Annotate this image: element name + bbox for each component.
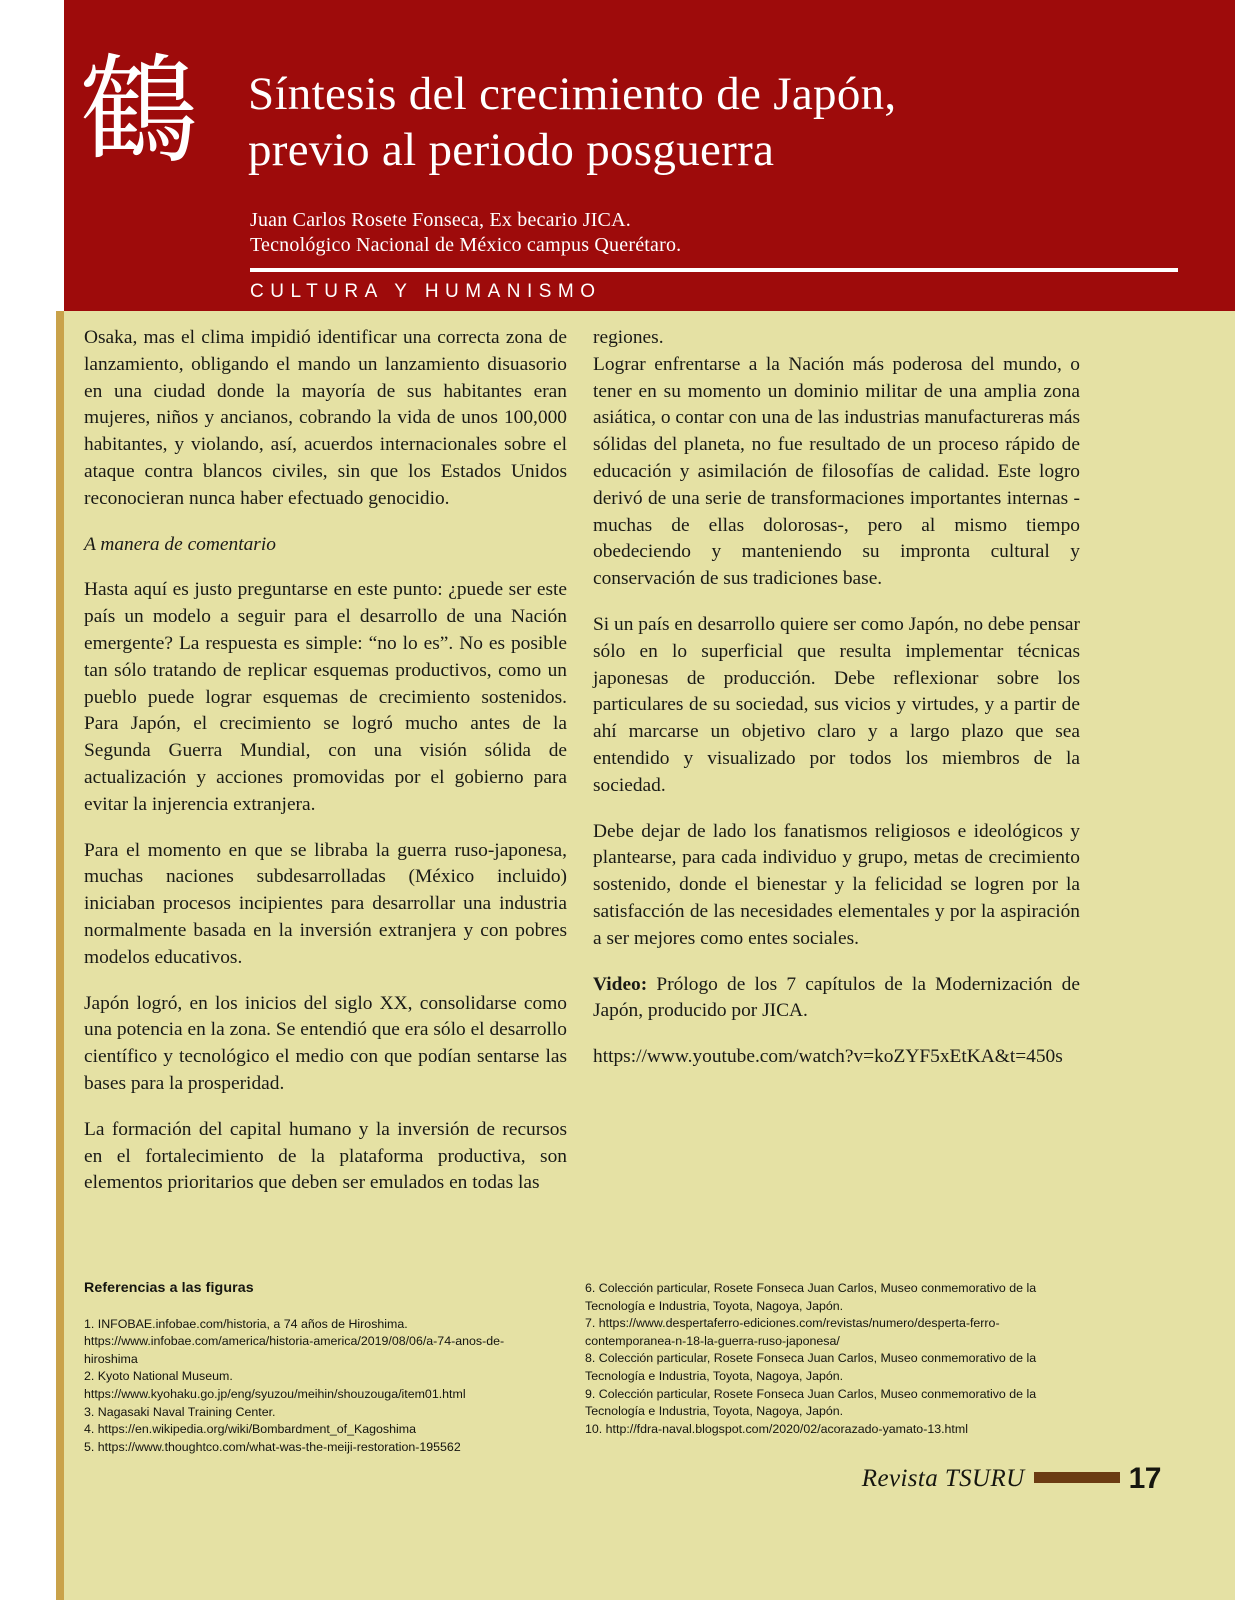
author-affiliation: Tecnológico Nacional de México campus Querétaro. — [250, 234, 682, 256]
footer-brand-group — [862, 1462, 1161, 1496]
reference-link[interactable]: 4. https://en.wikipedia.org/wiki/Bombardment_of_Kagoshima — [84, 1422, 416, 1437]
reference-link[interactable]: https://www.kyohaku.go.jp/eng/syuzou/meihin/shouzouga/item01.html — [84, 1386, 466, 1401]
paragraph: Lograr enfrentarse a la Nación más poderosa del mundo, o tener en su momento un dominio militar de una amplia zona asiática, o contar con una de las industrias manufactureras más sólidas del planeta, no fue resultado de un proceso rápido de educación y asimilación de filosofías de calidad. Este logro derivó de una serie de transformaciones importantes internas -muchas de ellas dolorosas-, pero al mismo tiempo obedeciendo y manteniendo su impronta cultural y conservación de sus tradiciones base. — [593, 353, 1080, 590]
page-title — [248, 66, 1178, 178]
paragraph: La formación del capital humano y la inversión de recursos en el fortalecimiento de la plataforma productiva, son elementos prioritarios que deben ser emulados en todas las — [84, 1118, 567, 1194]
video-note — [593, 972, 1080, 1026]
reference-item: 9. Colección particular, Rosete Fonseca Juan Carlos, Museo conmemorativo de la Tecnología e Industria, Toyota, Nagoya, Japón. — [585, 1386, 1037, 1419]
figure-references — [0, 1280, 1235, 1480]
page-footer — [0, 1462, 1235, 1522]
reference-item: 1. INFOBAE.infobae.com/historia, a 74 años de Hiroshima. — [84, 1316, 408, 1331]
section-subheading: A manera de comentario — [84, 533, 276, 555]
spine-top-block — [0, 0, 64, 311]
page-number: 17 — [1128, 1462, 1161, 1495]
author-name: Juan Carlos Rosete Fonseca, Ex becario JICA. — [250, 209, 631, 231]
title-line-2: previo al periodo posguerra — [248, 124, 775, 176]
tsuru-kanji-logo: 鶴 — [80, 42, 197, 180]
spine-accent-bar — [56, 311, 64, 1600]
paragraph-continuation: regiones. — [593, 327, 664, 348]
paragraph: Hasta aquí es justo preguntarse en este punto: ¿puede ser este país un modelo a seguir para el desarrollo de una Nación emergente? La respuesta es simple: “no lo es”. No es posible tan sólo tratando de replicar esquemas productivos, como un pueblo puede lograr esquemas de crecimiento sostenidos. Para Japón, el crecimiento se logró mucho antes de la Segunda Guerra Mundial, con una visión sólida de actualización y acciones promovidas por el gobierno para evitar la injerencia extranjera. — [84, 579, 567, 815]
paragraph: Debe dejar de lado los fanatismos religiosos e ideológicos y plantearse, para cada individuo y grupo, metas de crecimiento sostenido, donde el bienestar y la felicidad se logren por la satisfacción de las necesidades elementales y por la aspiración a ser mejores como entes sociales. — [593, 820, 1080, 949]
video-label: Video: — [593, 973, 648, 995]
author-byline — [250, 208, 1180, 258]
body-column-left — [84, 325, 567, 1216]
references-heading: Referencias a las figuras — [84, 1280, 254, 1296]
reference-item: 2. Kyoto National Museum. — [84, 1369, 233, 1384]
section-tag: CULTURA Y HUMANISMO — [250, 281, 602, 302]
footer-rule-bar — [1034, 1472, 1120, 1483]
header-divider-rule — [250, 268, 1178, 272]
paragraph: Japón logró, en los inicios del siglo XX, consolidarse como una potencia en la zona. Se entendió que era sólo el desarrollo científico y tecnológico el medio con que podían sentarse las bases para la prosperidad. — [84, 992, 567, 1094]
paragraph: Osaka, mas el clima impidió identificar una correcta zona de lanzamiento, obligando el mando un lanzamiento disuasorio en una ciudad donde la mayoría de sus habitantes eran mujeres, niños y ancianos, cobrando la vida de unos 100,000 habitantes, y violando, así, acuerdos internacionales sobre el ataque contra blancos civiles, sin que los Estados Unidos reconocieran nunca haber efectuado genocidio. — [84, 327, 567, 509]
body-column-right — [593, 325, 1080, 1090]
title-line-1: Síntesis del crecimiento de Japón, — [248, 68, 897, 120]
magazine-brand: Revista TSURU — [861, 1465, 1025, 1492]
reference-link[interactable]: https://www.infobae.com/america/historia-america/2019/08/06/a-74-anos-de-hiroshima — [84, 1334, 505, 1366]
paragraph: Para el momento en que se libraba la guerra ruso-japonesa, muchas naciones subdesarrolladas (México incluido) iniciaban procesos incipientes para desarrollar una industria normalmente basada en la inversión extranjera y con pobres modelos educativos. — [84, 839, 567, 968]
references-column-right — [585, 1280, 1055, 1438]
references-column-left — [84, 1280, 554, 1456]
video-description: Prólogo de los 7 capítulos de la Modernización de Japón, producido por JICA. — [593, 973, 1080, 1022]
article-body — [0, 311, 1235, 1251]
reference-item: 3. Nagasaki Naval Training Center. — [84, 1404, 276, 1419]
reference-link[interactable]: 10. http://fdra-naval.blogspot.com/2020/02/acorazado-yamato-13.html — [585, 1421, 968, 1436]
reference-item: 6. Colección particular, Rosete Fonseca Juan Carlos, Museo conmemorativo de la Tecnología e Industria, Toyota, Nagoya, Japón. — [585, 1281, 1037, 1313]
video-url-link[interactable]: https://www.youtube.com/watch?v=koZYF5xEtKA&t=450s — [593, 1046, 1063, 1068]
page-spine — [0, 0, 64, 1600]
reference-link[interactable]: 5. https://www.thoughtco.com/what-was-the-meiji-restoration-195562 — [84, 1439, 461, 1454]
paragraph: Si un país en desarrollo quiere ser como Japón, no debe pensar sólo en lo superficial que resulta implementar técnicas japonesas de producción. Debe reflexionar sobre los particulares de su sociedad, sus vicios y virtudes, y a partir de ahí marcarse un objetivo claro y a largo plazo que sea entendido y visualizado por todos los miembros de la sociedad. — [593, 613, 1080, 796]
reference-item: 8. Colección particular, Rosete Fonseca Juan Carlos, Museo conmemorativo de la Tecnología e Industria, Toyota, Nagoya, Japón. — [585, 1351, 1037, 1383]
article-header — [0, 0, 1235, 311]
reference-link[interactable]: 7. https://www.despertaferro-ediciones.com/revistas/numero/desperta-ferro-contemporanea-n-18-la-guerra-ruso-japonesa/ — [585, 1316, 1000, 1348]
